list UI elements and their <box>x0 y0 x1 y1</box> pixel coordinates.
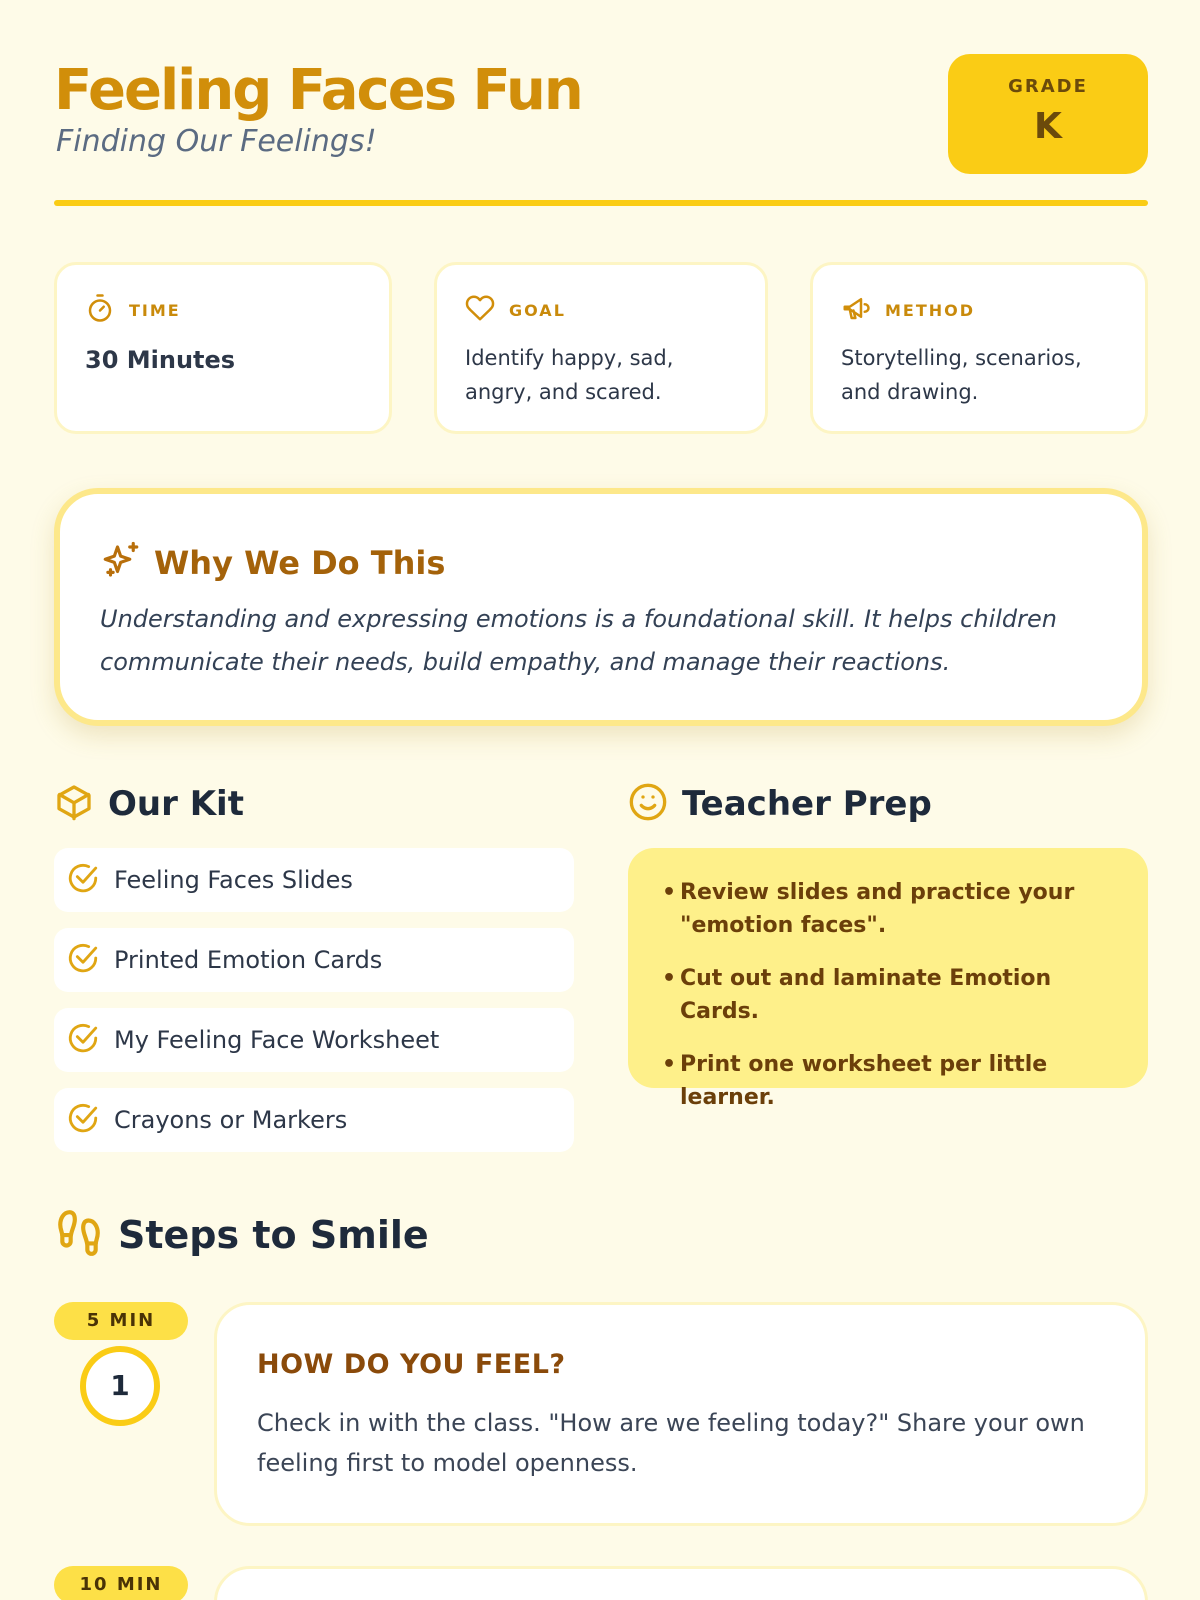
prep-item-text: Print one worksheet per little learner. <box>680 1052 1048 1110</box>
prep-item-text: Cut out and laminate Emotion Cards. <box>680 966 1052 1024</box>
kit-item <box>54 1008 574 1072</box>
page-subtitle: Finding Our Feelings! <box>56 124 377 159</box>
step-card <box>214 1566 1148 1600</box>
megaphone-icon <box>841 293 871 327</box>
info-label: GOAL <box>509 300 566 320</box>
prep-title: Teacher Prep <box>682 784 932 824</box>
grade-badge <box>948 54 1148 174</box>
steps-heading <box>54 1208 429 1262</box>
info-value: 30 Minutes <box>85 346 236 374</box>
info-label: METHOD <box>885 300 976 320</box>
kit-item-label: Crayons or Markers <box>114 1106 348 1134</box>
info-value: Storytelling, scenarios, and drawing. <box>841 346 1082 404</box>
check-circle-icon <box>54 1101 100 1139</box>
why-text: Understanding and expressing emotions is a foundational skill. It helps children communicate their needs, build empathy, and manage their reactions. <box>100 605 1057 676</box>
steps-title: Steps to Smile <box>118 1213 429 1257</box>
kit-item-label: Feeling Faces Slides <box>114 866 353 894</box>
info-value: Identify happy, sad, angry, and scared. <box>465 346 674 404</box>
info-card-time <box>54 262 392 434</box>
prep-item-text: Review slides and practice your "emotion faces". <box>680 880 1075 938</box>
header-divider <box>54 200 1148 206</box>
bullet: • <box>662 966 677 991</box>
kit-item <box>54 848 574 912</box>
kit-item-label: My Feeling Face Worksheet <box>114 1026 440 1054</box>
footprints-icon <box>54 1208 104 1262</box>
step-number: 1 <box>80 1346 160 1426</box>
step-title: HOW DO YOU FEEL? <box>257 1349 566 1380</box>
prep-item <box>662 876 1120 942</box>
why-callout <box>54 488 1148 726</box>
info-label: TIME <box>129 300 181 320</box>
header <box>54 54 1148 174</box>
info-card-goal <box>434 262 768 434</box>
prep-item <box>662 962 1120 1028</box>
timer-icon <box>85 293 115 327</box>
kit-item <box>54 1088 574 1152</box>
info-card-method <box>810 262 1148 434</box>
check-circle-icon <box>54 941 100 979</box>
heart-icon <box>465 293 495 327</box>
prep-list <box>628 848 1148 1110</box>
grade-label: GRADE <box>1008 76 1088 97</box>
kit-heading <box>54 782 244 826</box>
kit-item <box>54 928 574 992</box>
page-title: Feeling Faces Fun <box>54 58 582 123</box>
bullet: • <box>662 880 677 905</box>
step-card <box>214 1302 1148 1526</box>
prep-item <box>662 1048 1120 1114</box>
grade-value: K <box>1034 106 1062 147</box>
kit-item-label: Printed Emotion Cards <box>114 946 383 974</box>
bullet: • <box>662 1052 677 1077</box>
prep-heading <box>628 782 932 826</box>
check-circle-icon <box>54 1021 100 1059</box>
kit-title: Our Kit <box>108 784 244 824</box>
smile-icon <box>628 782 668 826</box>
step-time-badge: 10 MIN <box>54 1566 188 1600</box>
sparkles-icon <box>100 540 142 586</box>
check-circle-icon <box>54 861 100 899</box>
step-time-badge: 5 MIN <box>54 1302 188 1340</box>
box-icon <box>54 782 94 826</box>
why-title: Why We Do This <box>154 544 446 582</box>
step-text: Check in with the class. "How are we feeling today?" Share your own feeling first to model openness. <box>257 1409 1085 1477</box>
